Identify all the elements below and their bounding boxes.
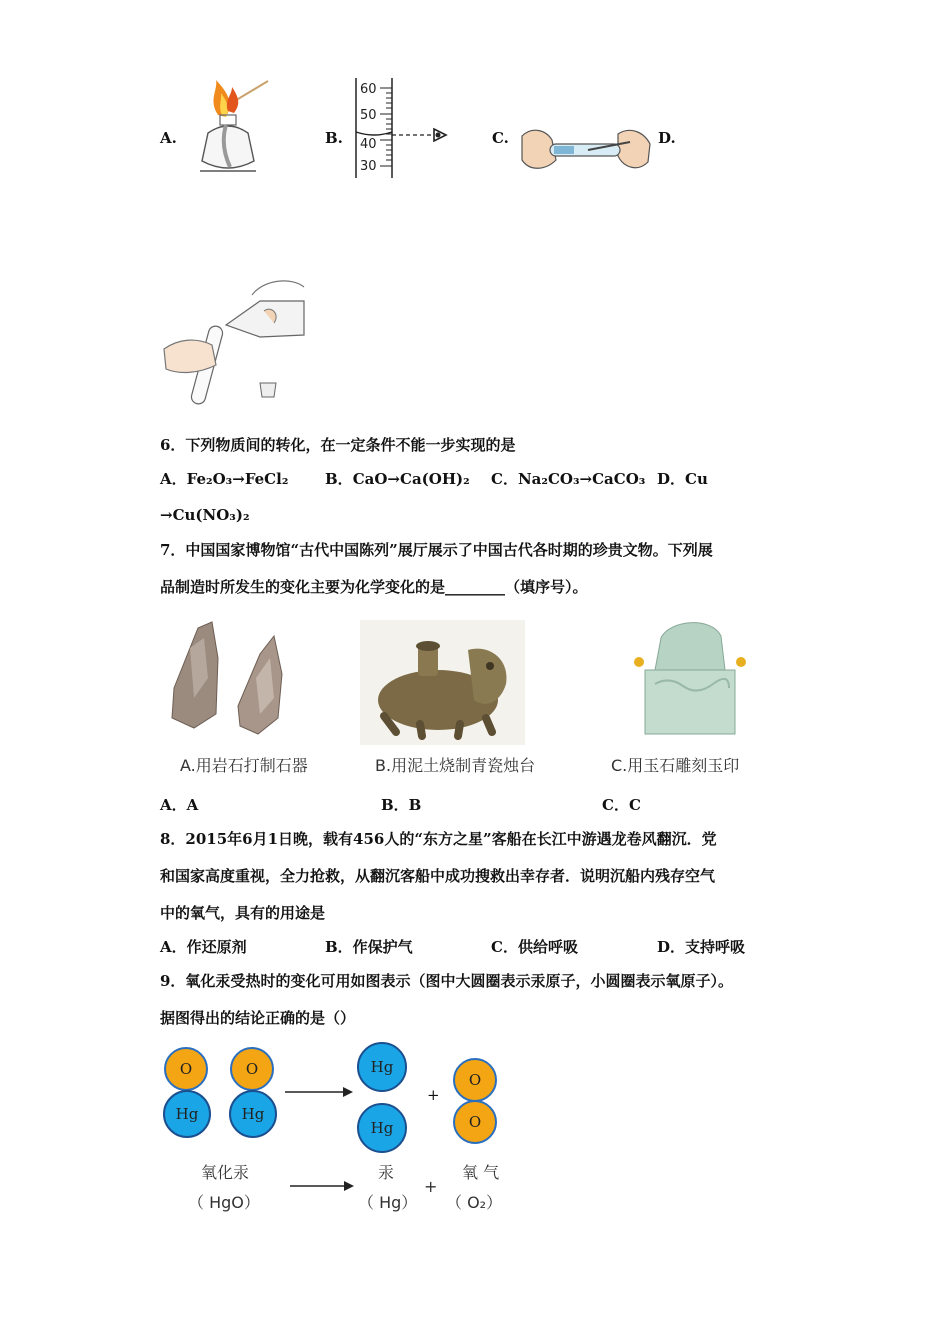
celadon-candlestick-image: [360, 620, 525, 745]
q6-option-d: D．Cu: [657, 470, 708, 488]
option-a-label: A.: [160, 129, 177, 147]
label-plus-sign: +: [424, 1177, 438, 1196]
alcohol-lamp-image: [188, 75, 273, 180]
tick-50: 50: [360, 108, 377, 123]
product2-formula: （ O₂）: [446, 1193, 503, 1212]
caption-c: C.用玉石雕刻玉印: [611, 756, 740, 775]
label-arrow-icon: [290, 1179, 356, 1193]
q8-option-c: C．供给呼吸: [491, 938, 578, 956]
tick-60: 60: [360, 82, 377, 97]
q7-option-a: A．A: [160, 796, 199, 814]
q8-option-d: D．支持呼吸: [657, 938, 746, 956]
reactant-formula: （ HgO）: [188, 1193, 260, 1212]
product1-name: 汞: [378, 1163, 395, 1182]
caption-b: B.用泥土烧制青瓷烛台: [375, 756, 536, 775]
oxygen-atom: O: [453, 1100, 497, 1144]
q6-option-c: C．Na₂CO₃→CaCO₃: [491, 470, 646, 488]
tick-40: 40: [360, 137, 377, 152]
q8-option-b: B．作保护气: [325, 938, 413, 956]
stone-tools-image: [160, 618, 295, 743]
q6-stem: 6．下列物质间的转化，在一定条件不能一步实现的是: [160, 436, 516, 454]
q6-option-b: B．CaO→Ca(OH)₂: [325, 470, 470, 488]
q7-stem-line1: 7．中国国家博物馆“古代中国陈列”展厅展示了中国古代各时期的珍贵文物。下列展: [160, 541, 713, 559]
mercury-atom: Hg: [163, 1090, 211, 1138]
q7-option-b: B．B: [381, 796, 422, 814]
q8-option-a: A．作还原剂: [160, 938, 247, 956]
tick-30: 30: [360, 159, 377, 174]
mercury-atom: Hg: [357, 1103, 407, 1153]
graduated-cylinder-image: [350, 78, 450, 180]
option-d-label: D.: [658, 129, 676, 147]
reaction-arrow-icon: [285, 1085, 355, 1099]
option-b-label: B.: [325, 129, 343, 147]
pouring-liquid-image: [160, 275, 310, 405]
q7-option-c: C．C: [602, 796, 641, 814]
mercury-atom: Hg: [229, 1090, 277, 1138]
q9-line1: 9．氧化汞受热时的变化可用如图表示（图中大圆圈表示汞原子，小圆圈表示氧原子）。: [160, 972, 733, 990]
q8-line3: 中的氧气，具有的用途是: [160, 904, 326, 922]
q7-stem-line2: 品制造时所发生的变化主要为化学变化的是________（填序号）。: [160, 578, 588, 596]
q6-option-d-continued: →Cu(NO₃)₂: [160, 506, 250, 524]
oxygen-atom: O: [453, 1058, 497, 1102]
plus-sign: +: [427, 1086, 440, 1104]
option-c-label: C.: [492, 129, 509, 147]
jade-seal-image: [633, 614, 748, 739]
q9-line2: 据图得出的结论正确的是（）: [160, 1009, 356, 1027]
mercury-atom: Hg: [357, 1042, 407, 1092]
reactant-name: 氧化汞: [201, 1163, 250, 1182]
test-tube-hands-image: [518, 120, 653, 180]
oxygen-atom: O: [164, 1047, 208, 1091]
q8-line1: 8．2015年6月1日晚，载有456人的“东方之星”客船在长江中游遇龙卷风翻沉．党: [160, 830, 717, 848]
q6-option-a: A．Fe₂O₃→FeCl₂: [160, 470, 289, 488]
q8-line2: 和国家高度重视，全力抢救，从翻沉客船中成功搜救出幸存者．说明沉船内残存空气: [160, 867, 716, 885]
product2-name: 氧 气: [462, 1163, 500, 1182]
caption-a: A.用岩石打制石器: [180, 756, 308, 775]
product1-formula: （ Hg）: [358, 1193, 418, 1212]
oxygen-atom: O: [230, 1047, 274, 1091]
